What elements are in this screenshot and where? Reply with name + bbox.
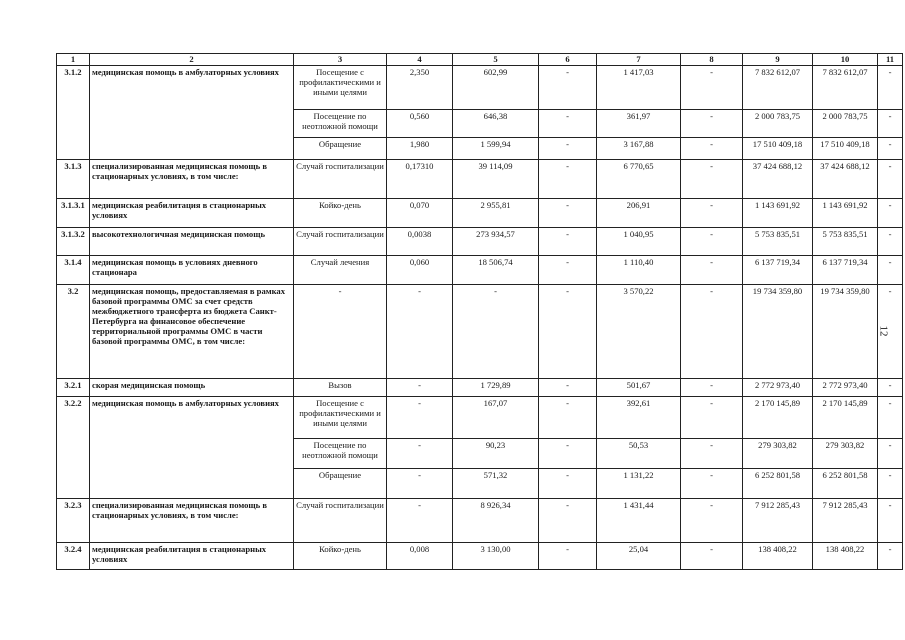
row-unit: Койко-день: [294, 543, 387, 570]
cell-col8: -: [681, 285, 743, 379]
row-unit: Обращение: [294, 469, 387, 499]
cell-col6: -: [539, 138, 597, 160]
row-code: 3.1.4: [57, 256, 90, 285]
row-unit: Посещение по неотложной помощи: [294, 110, 387, 138]
cell-col6: -: [539, 397, 597, 439]
header-cell: 2: [90, 54, 294, 66]
cell-col10: 279 303,82: [813, 439, 878, 469]
cell-col9: 37 424 688,12: [743, 160, 813, 199]
cell-col10: 7 832 612,07: [813, 66, 878, 110]
cell-col5: 646,38: [453, 110, 539, 138]
row-unit: Обращение: [294, 138, 387, 160]
cell-col7: 1 431,44: [597, 499, 681, 543]
cell-col4: -: [387, 379, 453, 397]
cell-col9: 19 734 359,80: [743, 285, 813, 379]
cell-col5: 39 114,09: [453, 160, 539, 199]
cell-col11: -: [878, 256, 903, 285]
cell-col10: 2 000 783,75: [813, 110, 878, 138]
cell-col10: 7 912 285,43: [813, 499, 878, 543]
cell-col7: 3 167,88: [597, 138, 681, 160]
cell-col6: -: [539, 285, 597, 379]
cell-col6: -: [539, 379, 597, 397]
cell-col9: 2 170 145,89: [743, 397, 813, 439]
row-name: скорая медицинская помощь: [90, 379, 294, 397]
header-cell: 3: [294, 54, 387, 66]
cell-col11: -: [878, 66, 903, 110]
cell-col9: 5 753 835,51: [743, 228, 813, 256]
cell-col4: 1,980: [387, 138, 453, 160]
cell-col4: -: [387, 499, 453, 543]
row-name: медицинская помощь в амбулаторных условиях: [90, 66, 294, 160]
row-code: 3.1.2: [57, 66, 90, 160]
cell-col8: -: [681, 469, 743, 499]
cell-col6: -: [539, 228, 597, 256]
row-unit: Посещение по неотложной помощи: [294, 439, 387, 469]
cell-col8: -: [681, 543, 743, 570]
cell-col5: 273 934,57: [453, 228, 539, 256]
cell-col7: 1 110,40: [597, 256, 681, 285]
row-unit: Случай госпитализации: [294, 228, 387, 256]
table-row: [57, 397, 903, 439]
cell-col8: -: [681, 499, 743, 543]
page-number: 12: [877, 325, 890, 337]
cell-col7: 1 131,22: [597, 469, 681, 499]
cell-col8: -: [681, 228, 743, 256]
table-row: [57, 66, 903, 110]
row-name: медицинская реабилитация в стационарных условиях: [90, 199, 294, 228]
cell-col5: 90,23: [453, 439, 539, 469]
cell-col11: -: [878, 397, 903, 439]
cell-col11: -: [878, 138, 903, 160]
header-cell: 11: [878, 54, 903, 66]
table-row: [57, 379, 903, 397]
cell-col7: 392,61: [597, 397, 681, 439]
cell-col10: 6 252 801,58: [813, 469, 878, 499]
row-unit: Случай лечения: [294, 256, 387, 285]
cell-col7: 361,97: [597, 110, 681, 138]
cell-col8: -: [681, 160, 743, 199]
cell-col9: 17 510 409,18: [743, 138, 813, 160]
header-cell: 1: [57, 54, 90, 66]
cell-col6: -: [539, 499, 597, 543]
cell-col5: 3 130,00: [453, 543, 539, 570]
table-header: [57, 54, 903, 66]
cell-col8: -: [681, 379, 743, 397]
table-row: [57, 543, 903, 570]
header-cell: 10: [813, 54, 878, 66]
cell-col11: -: [878, 228, 903, 256]
header-cell: 7: [597, 54, 681, 66]
cell-col10: 2 772 973,40: [813, 379, 878, 397]
row-name: медицинская реабилитация в стационарных условиях: [90, 543, 294, 570]
cell-col5: 2 955,81: [453, 199, 539, 228]
cell-col9: 6 252 801,58: [743, 469, 813, 499]
cell-col6: -: [539, 256, 597, 285]
budget-table: [56, 53, 903, 570]
cell-col4: 0,17310: [387, 160, 453, 199]
row-unit: Вызов: [294, 379, 387, 397]
header-cell: 5: [453, 54, 539, 66]
cell-col7: 25,04: [597, 543, 681, 570]
row-code: 3.2.2: [57, 397, 90, 499]
table-row: [57, 199, 903, 228]
cell-col7: 206,91: [597, 199, 681, 228]
row-name: медицинская помощь в условиях дневного стационара: [90, 256, 294, 285]
cell-col11: -: [878, 199, 903, 228]
cell-col8: -: [681, 199, 743, 228]
cell-col10: 37 424 688,12: [813, 160, 878, 199]
cell-col9: 7 832 612,07: [743, 66, 813, 110]
cell-col9: 1 143 691,92: [743, 199, 813, 228]
cell-col10: 138 408,22: [813, 543, 878, 570]
cell-col11: -: [878, 160, 903, 199]
cell-col8: -: [681, 66, 743, 110]
cell-col6: -: [539, 543, 597, 570]
cell-col4: 0,060: [387, 256, 453, 285]
cell-col5: 8 926,34: [453, 499, 539, 543]
row-code: 3.1.3.2: [57, 228, 90, 256]
cell-col5: 602,99: [453, 66, 539, 110]
cell-col5: 18 506,74: [453, 256, 539, 285]
cell-col10: 17 510 409,18: [813, 138, 878, 160]
cell-col8: -: [681, 138, 743, 160]
row-name: специализированная медицинская помощь в стационарных условиях, в том числе:: [90, 499, 294, 543]
cell-col10: 5 753 835,51: [813, 228, 878, 256]
row-unit: -: [294, 285, 387, 379]
cell-col4: -: [387, 285, 453, 379]
cell-col4: 0,008: [387, 543, 453, 570]
cell-col5: -: [453, 285, 539, 379]
cell-col4: 0,070: [387, 199, 453, 228]
cell-col6: -: [539, 160, 597, 199]
row-code: 3.1.3: [57, 160, 90, 199]
cell-col9: 7 912 285,43: [743, 499, 813, 543]
header-cell: 6: [539, 54, 597, 66]
cell-col7: 50,53: [597, 439, 681, 469]
cell-col8: -: [681, 110, 743, 138]
header-cell: 9: [743, 54, 813, 66]
cell-col7: 1 417,03: [597, 66, 681, 110]
cell-col11: -: [878, 439, 903, 469]
cell-col6: -: [539, 66, 597, 110]
cell-col5: 571,32: [453, 469, 539, 499]
cell-col6: -: [539, 110, 597, 138]
cell-col7: 501,67: [597, 379, 681, 397]
table-row: [57, 285, 903, 379]
row-code: 3.2.3: [57, 499, 90, 543]
cell-col10: 1 143 691,92: [813, 199, 878, 228]
cell-col5: 1 729,89: [453, 379, 539, 397]
header-cell: 4: [387, 54, 453, 66]
cell-col6: -: [539, 439, 597, 469]
table-row: [57, 499, 903, 543]
row-name: специализированная медицинская помощь в стационарных условиях, в том числе:: [90, 160, 294, 199]
table-row: [57, 256, 903, 285]
cell-col4: -: [387, 469, 453, 499]
cell-col7: 6 770,65: [597, 160, 681, 199]
cell-col11: -: [878, 285, 903, 379]
row-unit: Посещение с профилактическими и иными целями: [294, 66, 387, 110]
cell-col6: -: [539, 199, 597, 228]
row-unit: Койко-день: [294, 199, 387, 228]
cell-col10: 19 734 359,80: [813, 285, 878, 379]
row-code: 3.1.3.1: [57, 199, 90, 228]
cell-col4: 0,0038: [387, 228, 453, 256]
cell-col10: 2 170 145,89: [813, 397, 878, 439]
cell-col4: -: [387, 439, 453, 469]
cell-col4: 2,350: [387, 66, 453, 110]
table-row: [57, 228, 903, 256]
cell-col11: -: [878, 543, 903, 570]
row-unit: Случай госпитализации: [294, 160, 387, 199]
cell-col9: 6 137 719,34: [743, 256, 813, 285]
row-name: высокотехнологичная медицинская помощь: [90, 228, 294, 256]
cell-col9: 2 000 783,75: [743, 110, 813, 138]
cell-col11: -: [878, 379, 903, 397]
cell-col8: -: [681, 439, 743, 469]
row-name: медицинская помощь в амбулаторных условиях: [90, 397, 294, 499]
row-code: 3.2.1: [57, 379, 90, 397]
cell-col11: -: [878, 469, 903, 499]
cell-col10: 6 137 719,34: [813, 256, 878, 285]
cell-col6: -: [539, 469, 597, 499]
row-unit: Случай госпитализации: [294, 499, 387, 543]
cell-col4: -: [387, 397, 453, 439]
cell-col4: 0,560: [387, 110, 453, 138]
cell-col7: 1 040,95: [597, 228, 681, 256]
cell-col11: -: [878, 499, 903, 543]
cell-col5: 1 599,94: [453, 138, 539, 160]
table-row: [57, 160, 903, 199]
row-name: медицинская помощь, предоставляемая в рамках базовой программы ОМС за счет средств межбюджетного трансферта из бюджета Санкт-Петербурга на финансовое обеспечение территориальной программы ОМС в части базовой программы ОМС, в том числе:: [90, 285, 294, 379]
cell-col7: 3 570,22: [597, 285, 681, 379]
row-code: 3.2: [57, 285, 90, 379]
cell-col11: -: [878, 110, 903, 138]
row-code: 3.2.4: [57, 543, 90, 570]
header-cell: 8: [681, 54, 743, 66]
cell-col9: 2 772 973,40: [743, 379, 813, 397]
cell-col9: 279 303,82: [743, 439, 813, 469]
cell-col8: -: [681, 397, 743, 439]
cell-col9: 138 408,22: [743, 543, 813, 570]
cell-col8: -: [681, 256, 743, 285]
cell-col5: 167,07: [453, 397, 539, 439]
row-unit: Посещение с профилактическими и иными целями: [294, 397, 387, 439]
